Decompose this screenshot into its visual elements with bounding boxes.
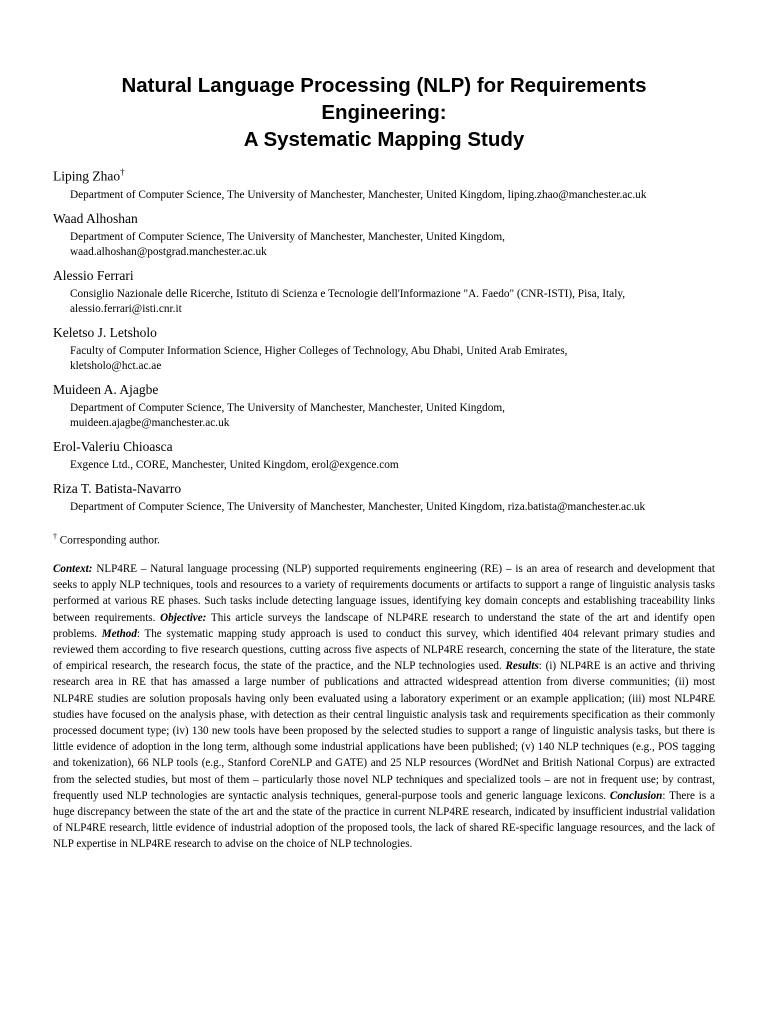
author-name: Riza T. Batista-Navarro <box>53 480 182 496</box>
author-list <box>53 164 721 522</box>
paper-title <box>40 72 728 153</box>
author-block <box>53 324 721 374</box>
title-line: Natural Language Processing (NLP) for Requirements <box>121 74 647 97</box>
author-name: Muideen A. Ajagbe <box>53 381 159 397</box>
author-block <box>53 480 721 515</box>
corresponding-marker: † <box>120 167 125 177</box>
author-name: Alessio Ferrari <box>53 267 134 283</box>
author-affiliation: Department of Computer Science, The University of Manchester, Manchester, United Kingdom, waad.alhoshan@postgrad.manchester.ac.uk <box>70 230 505 258</box>
title-line: Engineering: <box>321 101 447 124</box>
author-affiliation: Faculty of Computer Information Science, Higher Colleges of Technology, Abu Dhabi, United Arab Emirates, kletsholo@hct.ac.ae <box>70 344 568 372</box>
author-name: Liping Zhao† <box>53 167 125 184</box>
author-block <box>53 438 721 473</box>
author-name: Erol-Valeriu Chioasca <box>53 438 173 454</box>
author-block <box>53 381 721 431</box>
abstract-objective-label: Objective: <box>160 611 207 624</box>
author-affiliation: Exgence Ltd., CORE, Manchester, United Kingdom, erol@exgence.com <box>70 458 399 471</box>
abstract: Context: NLP4RE – Natural language processing (NLP) supported requirements engineering (RE) – is an area of research and development that seeks to apply NLP techniques, tools and resources to a variety of requirements documents or artifacts to support a range of linguistic analysis tasks performed at various RE phases. Such tasks include detecting language issues, identifying key domain concepts and establishing traceability links between requirements. Objective: This article surveys the landscape of NLP4RE research to understand the state of the art and identify open problems. Method: The systematic mapping study approach is used to conduct this survey, which identified 404 relevant primary studies and reviewed them according to five research questions, cutting across five aspects of NLP4RE research, concerning the state of the literature, the state of empirical research, the research focus, the state of the practice, and the NLP technologies used. Results: (i) NLP4RE is an active and thriving research area in RE that has amassed a large number of publications and attracted widespread attention from diverse communities; (ii) most NLP4RE studies are solution proposals having only been evaluated using a laboratory experiment or an example application; (iii) most NLP4RE studies have focused on the analysis phase, with detection as their central linguistic analysis task and requirements specification as their commonly processed document type; (iv) 130 new tools have been proposed by the selected studies to support a range of linguistic analysis tasks, but there is little evidence of adoption in the long term, although some industrial applications have been published; (v) 140 NLP techniques (e.g., POS tagging and tokenization), 66 NLP tools (e.g., Stanford CoreNLP and GATE) and 25 NLP resources (WordNet and British National Corpus) are extracted from the selected studies, but most of them – particularly those novel NLP techniques and specialized tools – are not in frequent use; by contrast, frequently used NLP technologies are syntactic analysis techniques, general-purpose tools and generic language lexicons. Conclusion: There is a huge discrepancy between the state of the art and the state of the practice in current NLP4RE research, indicated by insufficient industrial validation of NLP4RE research, little evidence of industrial adoption of the proposed tools, the lack of shared RE-specific language resources, and the lack of NLP expertise in NLP4RE research to advise on the choice of NLP technologies. <box>53 563 715 851</box>
author-block <box>53 210 721 260</box>
corresponding-author-note: † Corresponding author. <box>53 532 160 547</box>
author-affiliation: Department of Computer Science, The University of Manchester, Manchester, United Kingdom, riza.batista@manchester.ac.uk <box>70 500 646 513</box>
author-name: Keletso J. Letsholo <box>53 324 157 340</box>
author-affiliation: Department of Computer Science, The University of Manchester, Manchester, United Kingdom, muideen.ajagbe@manchester.ac.uk <box>70 401 505 429</box>
author-name: Waad Alhoshan <box>53 210 138 226</box>
author-affiliation: Consiglio Nazionale delle Ricerche, Istituto di Scienza e Tecnologie dell'Informazione "A. Faedo" (CNR-ISTI), Pisa, Italy, alessio.ferrari@isti.cnr.it <box>70 287 626 315</box>
abstract-conclusion-label: Conclusion <box>609 789 663 802</box>
author-affiliation: Department of Computer Science, The University of Manchester, Manchester, United Kingdom, liping.zhao@manchester.ac.uk <box>70 188 647 201</box>
author-block <box>53 164 721 203</box>
abstract-results-label: Results <box>505 660 539 673</box>
title-line: A Systematic Mapping Study <box>243 128 525 151</box>
abstract-method-label: Method <box>101 627 137 640</box>
author-block <box>53 267 721 317</box>
abstract-context-label: Context: <box>53 563 93 575</box>
